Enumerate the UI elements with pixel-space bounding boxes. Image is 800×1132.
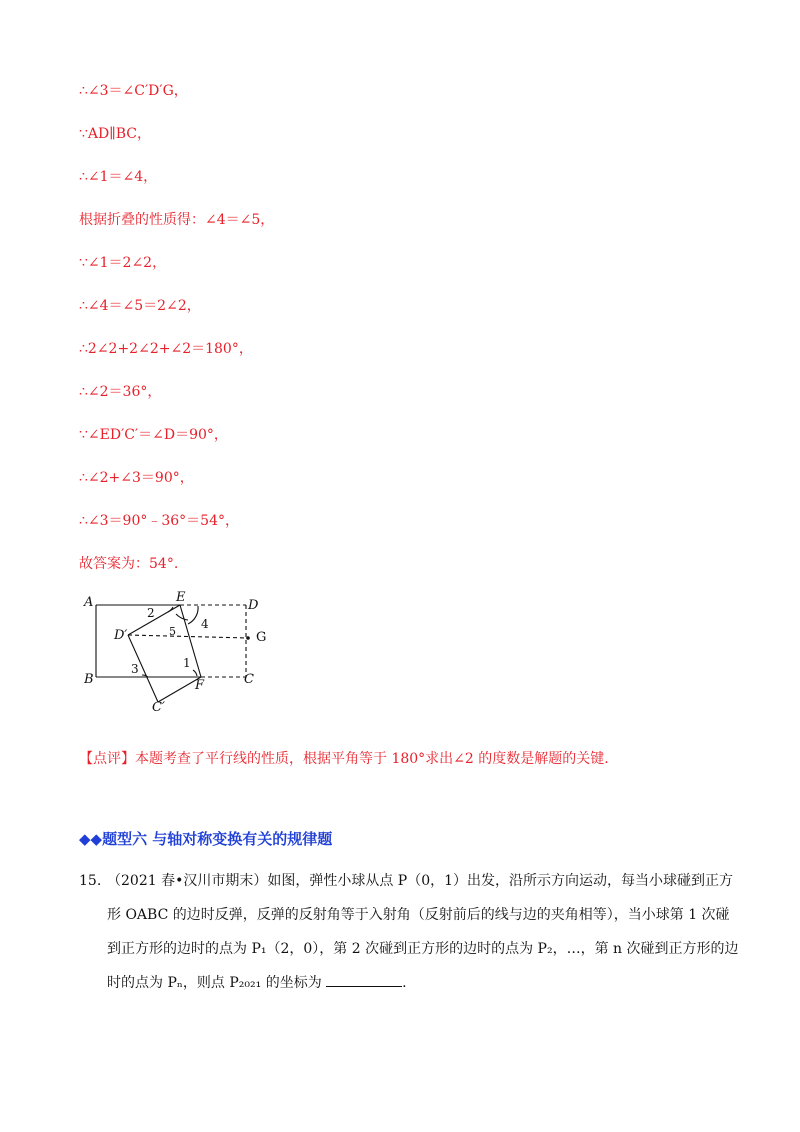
solution-line-10: ∴∠2+∠3＝90°， — [79, 470, 194, 486]
section-title: ◆◆题型六 与轴对称变换有关的规律题 — [79, 830, 333, 848]
label-e: E — [176, 590, 186, 605]
label-a: A — [84, 595, 94, 610]
remark-text: 【点评】本题考查了平行线的性质，根据平角等于 180°求出∠2 的度数是解题的关键. — [79, 751, 609, 767]
label-c: C — [244, 672, 254, 687]
solution-line-3: ∴∠1＝∠4， — [79, 169, 158, 185]
label-b: B — [84, 672, 94, 687]
label-d-prime: D′ — [114, 628, 128, 643]
angle-label-3: 3 — [131, 662, 139, 676]
angle-label-2: 2 — [147, 606, 155, 620]
solution-line-9: ∵∠ED′C′＝∠D＝90°， — [79, 427, 228, 443]
solution-line-8: ∴∠2＝36°， — [79, 384, 162, 400]
answer-blank[interactable] — [326, 972, 402, 987]
solution-line-7: ∴2∠2+2∠2+∠2＝180°， — [79, 341, 253, 357]
label-g: G — [256, 630, 267, 645]
label-f: F — [195, 678, 205, 693]
solution-line-4: 根据折叠的性质得：∠4＝∠5， — [79, 212, 275, 228]
question-line-3: 到正方形的边时的点为 P₁（2，0），第 2 次碰到正方形的边时的点为 P₂，…，第 n 次碰到正方形的边 — [107, 941, 739, 957]
question-15 — [79, 864, 739, 1000]
angle-label-4: 4 — [201, 617, 209, 631]
angle-label-5: 5 — [169, 625, 176, 638]
solution-line-5: ∵∠1＝2∠2， — [79, 255, 167, 271]
label-c-prime: C′ — [152, 700, 165, 715]
question-line-2: 形 OABC 的边时反弹，反弹的反射角等于入射角（反射前后的线与边的夹角相等），当小球第 1 次碰 — [107, 907, 730, 923]
question-line-1: （2021 春•汉川市期末）如图，弹性小球从点 P（0，1）出发，沿所示方向运动，每当小球碰到正方 — [107, 873, 734, 889]
label-d: D — [248, 598, 259, 613]
solution-line-6: ∴∠4＝∠5＝2∠2， — [79, 298, 201, 314]
solution-line-11: ∴∠3＝90°﹣36°＝54°， — [79, 513, 239, 529]
question-line-4-end: . — [402, 975, 407, 991]
solution-line-12: 故答案为：54°. — [79, 556, 179, 572]
solution-line-1: ∴∠3＝∠C′D′G， — [79, 83, 188, 99]
question-line-4: 时的点为 Pₙ，则点 P₂₀₂₁ 的坐标为 — [107, 975, 322, 991]
angle-label-1: 1 — [183, 656, 191, 670]
solution-line-2: ∵AD∥BC， — [79, 126, 151, 142]
question-number: 15. — [79, 873, 102, 889]
